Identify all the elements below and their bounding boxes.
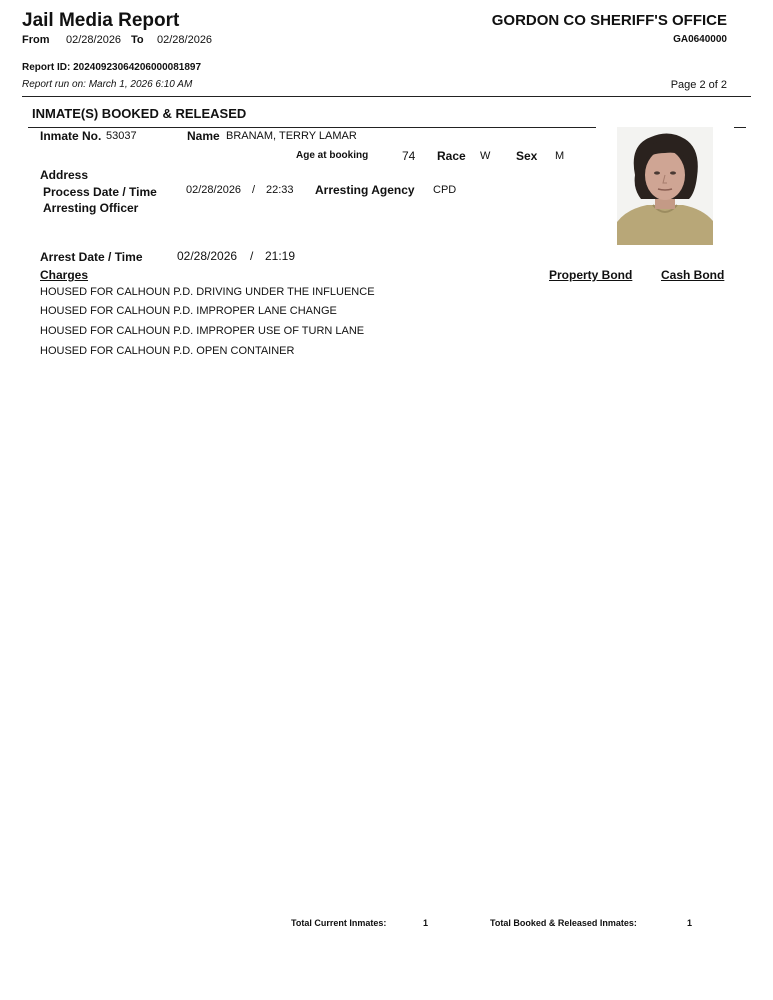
race-label: Race [437,149,466,163]
age-value: 74 [402,149,416,163]
header-divider [22,96,751,97]
total-booked-label: Total Booked & Released Inmates: [490,918,637,928]
property-bond-label: Property Bond [549,268,633,282]
arrest-label: Arrest Date / Time [40,250,143,264]
charge-item: HOUSED FOR CALHOUN P.D. OPEN CONTAINER [40,345,295,357]
process-date: 02/28/2026 [186,184,242,196]
sex-label: Sex [516,149,538,163]
inmate-photo [617,127,713,245]
cash-bond-label: Cash Bond [661,268,725,282]
address-label: Address [40,168,89,182]
agency-name: GORDON CO SHERIFF'S OFFICE [491,12,727,29]
process-label: Process Date / Time [43,185,157,199]
report-title: Jail Media Report [22,10,180,31]
process-time: 22:33 [266,184,294,196]
inmate-no-label: Inmate No. [40,129,102,143]
arrest-separator: / [250,249,254,263]
process-separator: / [252,184,256,196]
from-label: From [22,34,50,46]
from-date: 02/28/2026 [66,34,122,46]
inmate-no-value: 53037 [106,130,137,142]
arresting-agency-value: CPD [433,184,457,196]
charge-item: HOUSED FOR CALHOUN P.D. DRIVING UNDER THE INFLUENCE [40,286,375,298]
name-label: Name [187,129,220,143]
page-number: Page 2 of 2 [670,79,727,91]
inmate-photo-image [617,127,713,245]
race-value: W [480,150,491,162]
arrest-date: 02/28/2026 [177,249,238,263]
arresting-agency-label: Arresting Agency [315,183,415,197]
charges-label: Charges [40,268,89,282]
total-booked-value: 1 [687,918,693,928]
report-id: Report ID: 20240923064206000081897 [22,62,202,73]
arresting-officer-label: Arresting Officer [43,201,139,215]
to-label: To [131,34,144,46]
charge-item: HOUSED FOR CALHOUN P.D. IMPROPER USE OF TURN LANE [40,325,365,337]
name-value: BRANAM, TERRY LAMAR [226,130,357,142]
charge-item: HOUSED FOR CALHOUN P.D. IMPROPER LANE CHANGE [40,305,337,317]
total-current-value: 1 [423,918,429,928]
total-current-label: Total Current Inmates: [291,918,387,928]
section-divider [28,127,596,128]
sex-value: M [555,150,565,162]
section-title: INMATE(S) BOOKED & RELEASED [32,106,247,121]
arrest-time: 21:19 [265,249,296,263]
age-label: Age at booking [296,150,369,161]
section-divider-short [734,127,746,128]
report-run-on: Report run on: March 1, 2026 6:10 AM [22,79,193,90]
agency-ori: GA0640000 [673,34,727,45]
to-date: 02/28/2026 [157,34,213,46]
